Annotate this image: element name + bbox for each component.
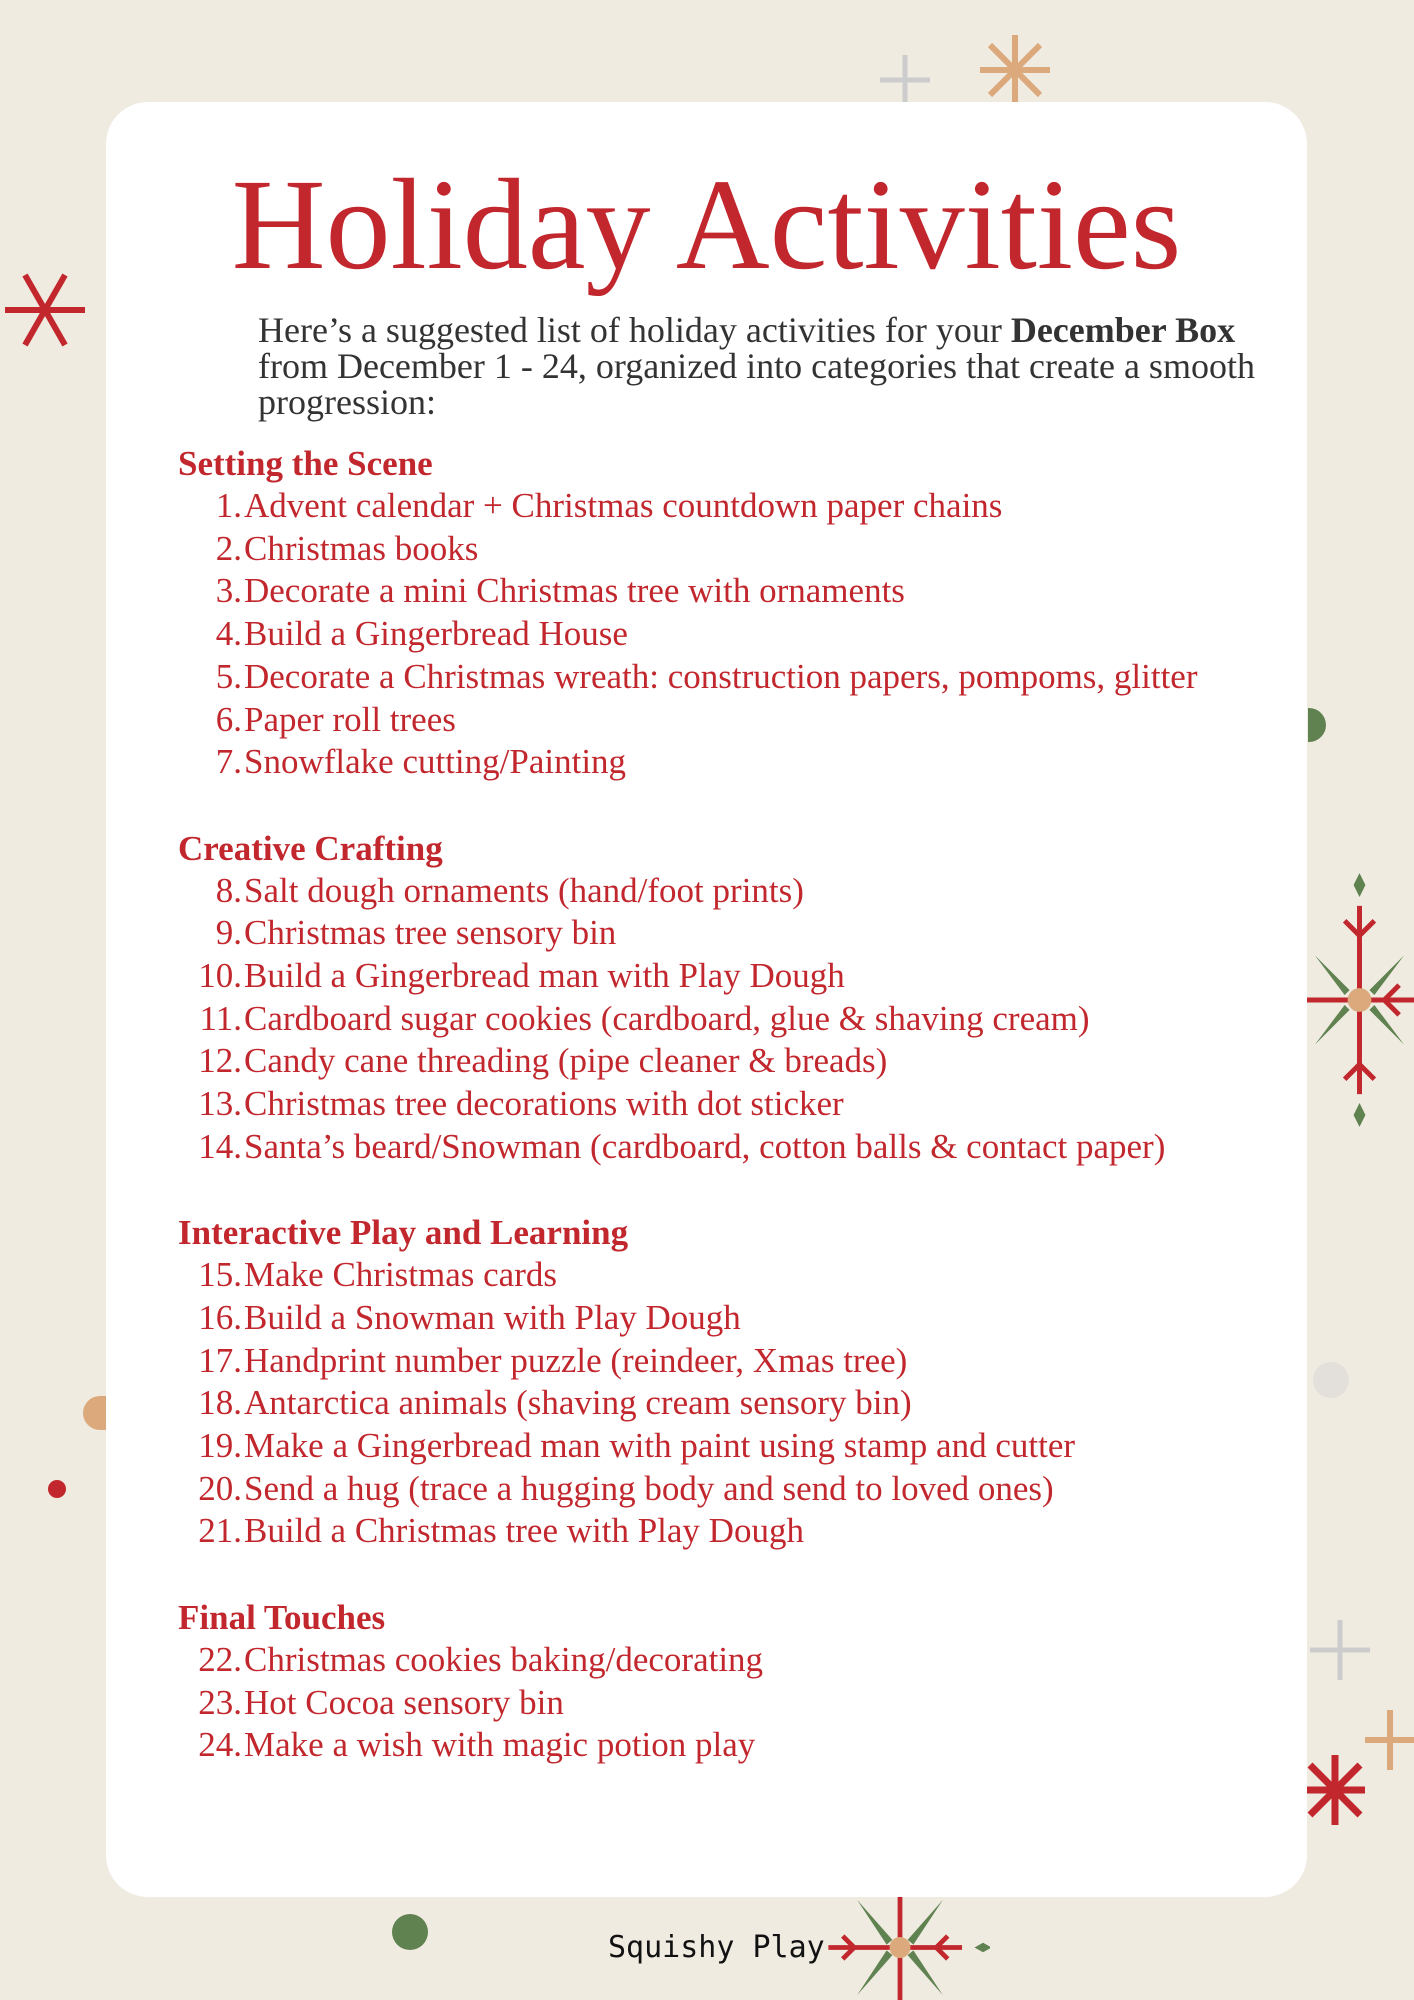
item-text: Make a wish with magic potion play [244,1725,756,1765]
dot-decoration [83,1396,106,1430]
dot-decoration [1308,708,1326,742]
list-item [178,1340,1278,1383]
list-item [178,1382,1278,1425]
item-number: 1. [215,486,242,525]
list-item [178,1297,1278,1340]
item-number: 19. [198,1426,242,1466]
item-number: 12. [198,1041,242,1081]
item-number: 16. [198,1297,242,1337]
item-number: 17. [198,1340,242,1380]
item-number: 9. [215,913,242,953]
item-number: 13. [198,1084,242,1124]
section-heading: Final Touches [178,1597,386,1637]
item-number: 14. [198,1126,242,1166]
dot-decoration [392,1914,428,1950]
item-number: 21. [198,1511,242,1551]
list-item [178,1040,1278,1083]
item-text: Christmas books [244,528,479,568]
list-item [178,1468,1278,1511]
item-text: Cardboard sugar cookies (cardboard, glue & shaving cream) [244,998,1090,1038]
item-text: Handprint number puzzle (reindeer, Xmas tree) [244,1340,908,1380]
snowflake-decoration-icon [810,1895,990,2000]
item-number: 24. [198,1725,242,1765]
snowflake-decoration-icon [0,260,90,360]
item-number: 23. [198,1682,242,1722]
activity-list [178,442,1278,1767]
item-number: 5. [215,656,242,696]
list-item [178,1425,1278,1468]
item-number: 18. [198,1383,242,1423]
item-text: Christmas tree sensory bin [244,913,617,953]
item-text: Candy cane threading (pipe cleaner & breads) [244,1041,888,1081]
snowflake-decoration-icon [860,30,1060,110]
item-number: 10. [198,956,242,996]
activity-section [178,827,1278,1169]
item-number: 11. [199,998,242,1038]
list-item [178,741,1278,784]
item-text: Make a Gingerbread man with paint using stamp and cutter [244,1426,1076,1466]
item-text: Hot Cocoa sensory bin [244,1682,564,1722]
item-text: Advent calendar + Christmas countdown paper chains [244,486,1003,525]
list-item [178,870,1278,913]
intro-text-1: Here’s a suggested list of holiday activities for your [258,310,1011,350]
activity-section [178,442,1278,784]
item-text: Build a Gingerbread House [244,614,628,654]
snowflake-decoration-icon [1305,870,1414,1130]
dot-decoration [48,1480,66,1498]
snowflake-decoration-icon [1305,1590,1414,1840]
list-item [178,1126,1278,1169]
intro-text-2: from December 1 - 24, organized into categories that create a smooth progression: [258,346,1255,422]
brand-logo: Squishy Play [608,1930,825,1965]
list-item [178,1639,1278,1682]
section-heading: Creative Crafting [178,828,443,868]
intro-bold: December Box [1010,310,1236,350]
list-item [178,1083,1278,1126]
item-number: 2. [215,528,242,568]
item-text: Send a hug (trace a hugging body and send to loved ones) [244,1468,1054,1508]
item-number: 6. [215,699,242,739]
list-item [178,1724,1278,1767]
item-number: 22. [198,1639,242,1679]
item-text: Christmas tree decorations with dot sticker [244,1084,844,1124]
list-item [178,955,1278,998]
activity-section [178,1211,1278,1553]
list-item [178,1682,1278,1725]
list-item [178,1510,1278,1553]
item-text: Make Christmas cards [244,1255,557,1295]
list-item [178,613,1278,656]
list-item [178,528,1278,571]
list-item [178,912,1278,955]
item-text: Build a Snowman with Play Dough [244,1297,741,1337]
dot-decoration [1313,1362,1349,1398]
item-number: 20. [198,1468,242,1508]
item-text: Snowflake cutting/Painting [244,742,627,782]
item-number: 4. [215,614,242,654]
item-text: Decorate a Christmas wreath: construction papers, pompoms, glitter [244,656,1198,696]
section-heading: Setting the Scene [178,444,433,483]
list-item [178,1254,1278,1297]
item-number: 3. [215,571,242,611]
list-item [178,998,1278,1041]
item-text: Paper roll trees [244,699,456,739]
section-heading: Interactive Play and Learning [178,1213,629,1253]
item-text: Antarctica animals (shaving cream sensory bin) [244,1383,912,1423]
item-text: Build a Christmas tree with Play Dough [244,1511,804,1551]
activities-card [106,102,1307,1897]
list-item [178,570,1278,613]
list-item [178,699,1278,742]
list-item [178,656,1278,699]
page-title: Holiday Activities [231,153,1182,297]
item-number: 8. [215,870,242,910]
item-text: Santa’s beard/Snowman (cardboard, cotton balls & contact paper) [244,1126,1166,1166]
item-text: Christmas cookies baking/decorating [244,1639,764,1679]
item-text: Decorate a mini Christmas tree with ornaments [244,571,905,611]
item-text: Build a Gingerbread man with Play Dough [244,956,845,996]
item-number: 15. [198,1255,242,1295]
item-text: Salt dough ornaments (hand/foot prints) [244,870,804,910]
intro-paragraph [258,312,1268,420]
list-item [178,485,1278,528]
item-number: 7. [215,742,242,782]
activity-section [178,1596,1278,1767]
